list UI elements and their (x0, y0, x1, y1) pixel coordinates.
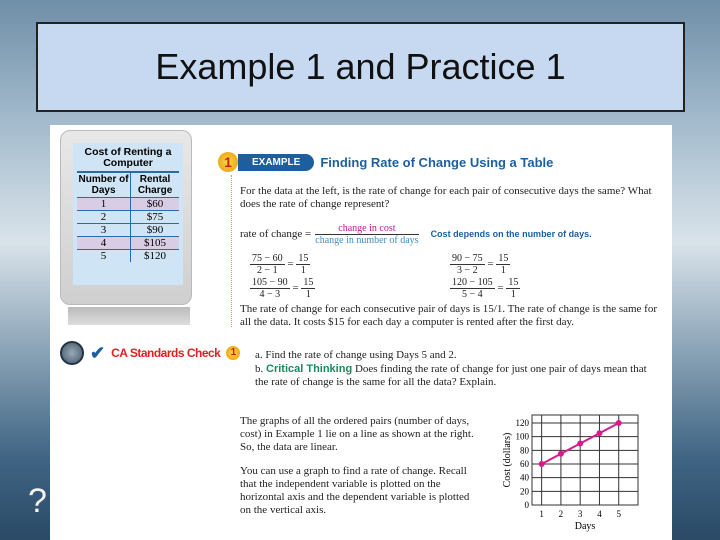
formula-note: Cost depends on the number of days. (430, 229, 592, 239)
example-conclusion: The rate of change for each consecutive pair of days is 15/1. The rate of change is the same for all the data. It costs $15 for each day a computer is rented after the first day. (240, 303, 658, 328)
calc-result: 15 (508, 277, 519, 288)
calc-num: 75 − 60 (252, 253, 283, 264)
calc-num: 105 − 90 (252, 277, 288, 288)
textbook-page (50, 125, 672, 540)
cell: $120 (131, 250, 179, 263)
data-point (577, 441, 583, 447)
cell: $90 (131, 224, 179, 237)
x-tick-label: 3 (577, 509, 583, 519)
calc-num: 120 − 105 (452, 277, 493, 288)
data-point (539, 461, 545, 467)
check-number: 1 (226, 346, 240, 360)
y-tick-label: 40 (520, 472, 529, 483)
x-tick-label: 2 (558, 509, 564, 519)
data-point (596, 430, 602, 436)
y-tick-label: 60 (520, 459, 529, 469)
calc-num: 90 − 75 (452, 253, 483, 264)
standards-check-label: CA Standards Check (111, 346, 221, 360)
col-header: Number of Days (77, 172, 131, 198)
cell: 1 (77, 198, 131, 211)
cell: 5 (77, 250, 131, 263)
data-point (616, 420, 622, 426)
cell: 3 (77, 224, 131, 237)
calc-den: 3 − 2 (457, 265, 478, 276)
x-tick-label: 4 (597, 509, 602, 519)
formula (240, 223, 660, 246)
rental-table (73, 143, 183, 285)
paragraph: You can use a graph to find a rate of change. Recall that the independent variable is plotted on the horizontal axis and the dependent variable is plotted on the vertical axis. (240, 465, 470, 516)
table-row (77, 211, 179, 224)
table-row (77, 224, 179, 237)
data-point (558, 451, 564, 457)
table-title: Cost of Renting a Computer (84, 146, 172, 169)
rate-calculation: $\frac{105 - 90}{4 - 3}$ = $\frac{15}{1}$ (252, 277, 314, 300)
dotted-guide (231, 175, 232, 327)
y-tick-label: 80 (520, 445, 529, 456)
audio-button[interactable] (60, 341, 84, 365)
example-heading: Finding Rate of Change Using a Table (320, 154, 554, 170)
calc-den: 2 − 1 (257, 265, 278, 276)
example-question: For the data at the left, is the rate of change for each pair of consecutive days the same? What does the rate of change represent? (240, 185, 652, 210)
calc-result-den: 1 (300, 265, 306, 276)
checkmark-icon: ✔ (90, 342, 106, 363)
rate-calculation: $\frac{75 - 60}{2 - 1}$ = $\frac{15}{1}$ (252, 253, 309, 276)
example-number: 1 (218, 152, 238, 172)
calc-result: 15 (298, 253, 309, 264)
x-tick-label: 5 (616, 509, 621, 519)
calc-den: 5 − 4 (462, 289, 483, 300)
y-tick-label: 20 (520, 486, 529, 497)
check-b (255, 363, 655, 389)
formula-denominator: change in number of days (315, 235, 419, 246)
question-mark: ? (28, 482, 47, 520)
calc-result-den: 1 (305, 289, 311, 300)
monitor-stand (68, 307, 190, 325)
x-axis-label: Days (574, 521, 596, 532)
paragraph: The graphs of all the ordered pairs (number of days, cost) in Example 1 lie on a line as shown at the right. So, the data are linear. (240, 415, 474, 453)
check-b-text: Does finding the rate of change for just one pair of days mean that the rate of change is the same for all the data? Explain. (255, 363, 647, 388)
x-tick-label: 1 (539, 509, 544, 519)
cell: $105 (131, 237, 179, 250)
y-tick-label: 100 (515, 431, 529, 442)
cell: 4 (77, 237, 131, 250)
calc-result: 15 (303, 277, 314, 288)
table-row (77, 237, 179, 250)
example-header (218, 152, 553, 172)
y-tick-label: 0 (524, 500, 529, 510)
rate-calculation: $\frac{90 - 75}{3 - 2}$ = $\frac{15}{1}$ (452, 253, 509, 276)
calc-result-den: 1 (510, 289, 516, 300)
rate-calculation: $\frac{120 - 105}{5 - 4}$ = $\frac{15}{1}$ (452, 277, 519, 300)
monitor-illustration (60, 130, 192, 305)
formula-label: rate of change = (240, 228, 312, 240)
calc-den: 4 − 3 (259, 289, 281, 300)
calc-result: 15 (498, 253, 509, 264)
cell: 2 (77, 211, 131, 224)
standards-check-header (60, 341, 240, 365)
formula-numerator: change in cost (315, 223, 418, 235)
cell: $75 (131, 211, 179, 224)
table-row (77, 198, 179, 211)
y-axis-label: Cost (dollars) (502, 432, 513, 488)
cell: $60 (131, 198, 179, 211)
slide-title: Example 1 and Practice 1 (36, 22, 685, 112)
check-b-prefix: b. (255, 363, 264, 375)
y-tick-label: 120 (515, 418, 529, 428)
cost-chart (480, 410, 650, 535)
table-row (77, 250, 179, 263)
example-label: EXAMPLE (238, 154, 314, 171)
col-header: Rental Charge (131, 172, 179, 198)
critical-thinking-label: Critical Thinking (266, 363, 353, 375)
calc-result-den: 1 (500, 265, 506, 276)
check-a: a. Find the rate of change using Days 5 and 2. (255, 349, 457, 361)
